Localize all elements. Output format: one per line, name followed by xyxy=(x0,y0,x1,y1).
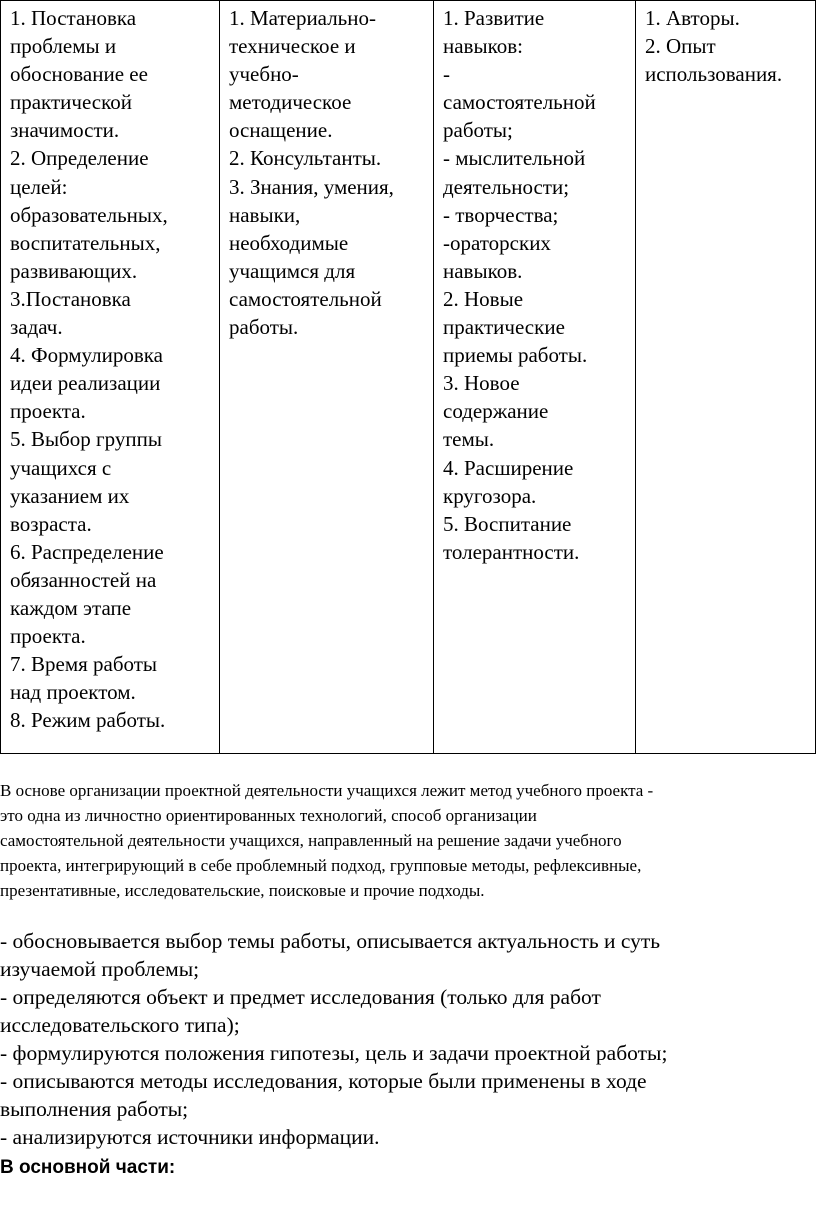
bullet-line: выполнения работы; xyxy=(0,1097,189,1121)
cell-line: самостоятельной xyxy=(229,286,382,311)
cell-line: -ораторских xyxy=(443,230,551,255)
bullet-line: - описываются методы исследования, которые были применены в ходе xyxy=(0,1069,647,1093)
bullet-line: изучаемой проблемы; xyxy=(0,957,200,981)
cell-line: учащимся для xyxy=(229,258,356,283)
cell-line: работы; xyxy=(443,118,513,143)
paragraph-line: самостоятельной деятельности учащихся, направленный на решение задачи учебного xyxy=(0,831,622,850)
bullet-list xyxy=(0,927,812,1151)
cell-line: методическое xyxy=(229,90,352,115)
cell-line: образовательных, xyxy=(10,202,168,227)
cell-line: 1. Авторы. xyxy=(645,6,740,30)
table-row xyxy=(1,1,816,754)
cell-line: содержание xyxy=(443,399,549,424)
bullet-line: - определяются объект и предмет исследования (только для работ xyxy=(0,985,601,1009)
cell-line: 5. Воспитание xyxy=(443,511,572,536)
bullet-line: исследовательского типа); xyxy=(0,1013,240,1037)
paragraph-line: проекта, интегрирующий в себе проблемный подход, групповые методы, рефлексивные, xyxy=(0,856,642,875)
bullet-line: - анализируются источники информации. xyxy=(0,1125,380,1149)
cell-line: значимости. xyxy=(10,118,120,143)
cell-line: обоснование ее xyxy=(10,62,148,87)
table-cell-outcomes xyxy=(434,1,636,754)
cell-line: развивающих. xyxy=(10,258,138,283)
cell-line: использования. xyxy=(645,62,783,87)
cell-line: проекта. xyxy=(10,399,86,424)
cell-line: над проектом. xyxy=(10,680,136,705)
cell-line: практической xyxy=(10,90,133,115)
cell-line: 4. Расширение xyxy=(443,455,574,480)
cell-line: темы. xyxy=(443,427,495,452)
cell-line: указанием их xyxy=(10,483,130,508)
cell-line: 3. Новое xyxy=(443,371,520,396)
cell-line: 7. Время работы xyxy=(10,652,158,677)
cell-line: каждом этапе xyxy=(10,595,132,620)
cell-line: 2. Консультанты. xyxy=(229,146,382,171)
cell-line: кругозора. xyxy=(443,483,537,508)
cell-line: практические xyxy=(443,315,565,340)
cell-line: проблемы и xyxy=(10,34,117,59)
paragraph-line: это одна из личностно ориентированных технологий, способ организации xyxy=(0,806,537,825)
cell-line: задач. xyxy=(10,315,63,340)
cell-line: учебно- xyxy=(229,62,299,87)
cell-line: необходимые xyxy=(229,230,349,255)
section-heading: В основной части: xyxy=(0,1157,176,1178)
cell-line: - xyxy=(443,62,450,87)
cell-line: 2. Определение xyxy=(10,146,149,171)
cell-line: приемы работы. xyxy=(443,343,588,368)
paragraph-line: презентативные, исследовательские, поисковые и прочие подходы. xyxy=(0,881,485,900)
body-paragraph xyxy=(0,778,812,903)
cell-line: деятельности; xyxy=(443,174,570,199)
cell-line: навыки, xyxy=(229,202,301,227)
cell-line: 2. Новые xyxy=(443,286,524,311)
cell-line: учащихся с xyxy=(10,455,112,480)
cell-line: 1. Развитие xyxy=(443,6,545,30)
cell-line: обязанностей на xyxy=(10,567,157,592)
cell-line: 2. Опыт xyxy=(645,34,716,59)
cell-line: навыков: xyxy=(443,34,523,59)
bullet-line: - формулируются положения гипотезы, цель и задачи проектной работы; xyxy=(0,1041,668,1065)
bullet-line: - обосновывается выбор темы работы, описывается актуальность и суть xyxy=(0,929,661,953)
cell-line: 6. Распределение xyxy=(10,539,164,564)
cell-line: техническое и xyxy=(229,34,356,59)
cell-line: 1. Постановка xyxy=(10,6,137,30)
cell-line: воспитательных, xyxy=(10,230,161,255)
paragraph-line: В основе организации проектной деятельности учащихся лежит метод учебного проекта - xyxy=(0,781,654,800)
cell-line: целей: xyxy=(10,174,68,199)
cell-line: навыков. xyxy=(443,258,523,283)
cell-line: 3. Знания, умения, xyxy=(229,174,394,199)
cell-line: - мыслительной xyxy=(443,146,586,171)
cell-line: возраста. xyxy=(10,511,92,536)
cell-line: - творчества; xyxy=(443,202,559,227)
table-cell-resources xyxy=(220,1,434,754)
cell-line: самостоятельной xyxy=(443,90,596,115)
cell-line: оснащение. xyxy=(229,118,333,143)
cell-line: работы. xyxy=(229,315,299,340)
cell-line: 8. Режим работы. xyxy=(10,708,166,733)
table-cell-stages xyxy=(1,1,220,754)
cell-line: 1. Материально- xyxy=(229,6,376,30)
cell-line: 5. Выбор группы xyxy=(10,427,162,452)
table-cell-authors xyxy=(636,1,816,754)
cell-line: 4. Формулировка xyxy=(10,343,163,368)
cell-line: 3.Постановка xyxy=(10,286,131,311)
cell-line: толерантности. xyxy=(443,539,580,564)
cell-line: проекта. xyxy=(10,624,86,649)
cell-line: идеи реализации xyxy=(10,371,161,396)
